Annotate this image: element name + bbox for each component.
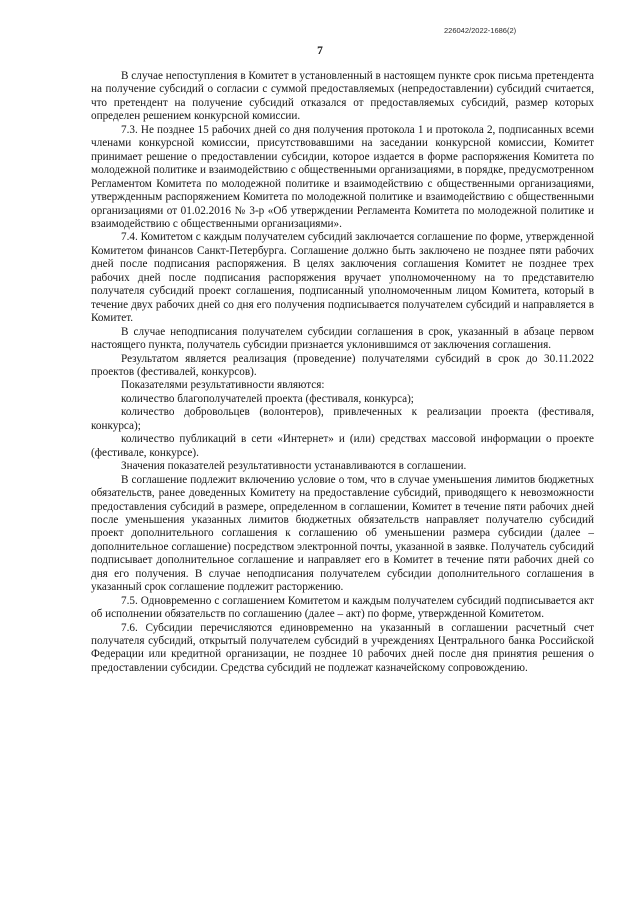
paragraph: В случае непоступления в Комитет в установленный в настоящем пункте срок письма претендента на получение субсидий о согласии с суммой предоставляемых (непредоставлении) субсидий считается, что претендент на получение субсидий отказался от предоставляемых субсидий, размер которых определен решением конкурсной комиссии. bbox=[91, 70, 594, 123]
page-number: 7 bbox=[317, 45, 323, 57]
paragraph: количество добровольцев (волонтеров), привлеченных к реализации проекта (фестиваля, конкурса); bbox=[91, 406, 594, 432]
paragraph: Значения показателей результативности устанавливаются в соглашении. bbox=[121, 460, 467, 473]
paragraph: Показателями результативности являются: bbox=[121, 379, 325, 392]
paragraph: 7.5. Одновременно с соглашением Комитетом и каждым получателем субсидий подписывается акт об исполнении обязательств по соглашению (далее – акт) по форме, утвержденной Комитетом. bbox=[91, 594, 594, 621]
paragraph: В соглашение подлежит включению условие о том, что в случае уменьшения лимитов бюджетных обязательств, ранее доведенных Комитету на предоставление субсидий, приводящего к невозможности предоставления субсидий в размере, определенном в соглашении, Комитет в течение пяти рабочих дней после уменьшения указанных лимитов бюджетных обязательств направляет получателю субсидий проект дополнительного соглашения к соглашению об уменьшении размера субсидии (далее – дополнительное соглашение) посредством электронной почты, указанной в заявке. Получатель субсидий подписывает дополнительное соглашение и направляет его в Комитет в течение пяти рабочих дней со дня его получения. В случае неподписания получателем субсидии дополнительного соглашения в указанный срок соглашение подлежит расторжению. bbox=[91, 473, 594, 594]
paragraph: 7.3. Не позднее 15 рабочих дней со дня получения протокола 1 и протокола 2, подписанных всеми членами конкурсной комиссии, присутствовавшими на заседании конкурсной комиссии, Комитет принимает решение о предоставлении субсидии, которое издается в форме распоряжения Комитета по молодежной политике и взаимодействию с общественными организациями, в порядке, предусмотренном Регламентом Комитета по молодежной политике и взаимодействию с общественными организациями, утвержденным распоряжением Комитета по молодежной политике и взаимодействию с общественными организациями от 01.02.2016 № 3-р «Об утверждении Регламента Комитета по молодежной политике и взаимодействию с общественными организациями». bbox=[91, 123, 594, 230]
paragraph: Результатом является реализация (проведение) получателями субсидий в срок до 30.11.2022 проектов (фестивалей, конкурсов). bbox=[91, 352, 594, 378]
paragraph: количество публикаций в сети «Интернет» и (или) средствах массовой информации о проекте (фестивале, конкурсе). bbox=[91, 433, 594, 459]
document-body bbox=[91, 70, 594, 675]
paragraph: В случае неподписания получателем субсидии соглашения в срок, указанный в абзаце первом настоящего пункта, получатель субсидии признается уклонившимся от заключения соглашения. bbox=[91, 325, 594, 352]
document-number: 226042/2022-1686(2) bbox=[444, 26, 517, 35]
paragraph: 7.6. Субсидии перечисляются единовременно на указанный в соглашении расчетный счет получателя субсидий, открытый получателем субсидий в учреждениях Центрального банка Российской Федерации или кредитной организации, не позднее 10 рабочих дней после дня принятия решения о предоставлении субсидии. Средства субсидий не подлежат казначейскому сопровождению. bbox=[91, 621, 594, 674]
paragraph: 7.4. Комитетом с каждым получателем субсидий заключается соглашение по форме, утвержденной Комитетом финансов Санкт-Петербурга. Соглашение должно быть заключено не позднее пяти рабочих дней после подписания распоряжения. В целях заключения соглашения Комитет не позднее трех рабочих дней после подписания распоряжения вручает уполномоченному на то представителю получателя субсидий проект соглашения, подписанный уполномоченным лицом Комитета, который в течение двух рабочих дней со дня его получения подписывается получателем субсидий и направляется в Комитет. bbox=[91, 231, 594, 325]
paragraph: количество благополучателей проекта (фестиваля, конкурса); bbox=[121, 392, 414, 405]
